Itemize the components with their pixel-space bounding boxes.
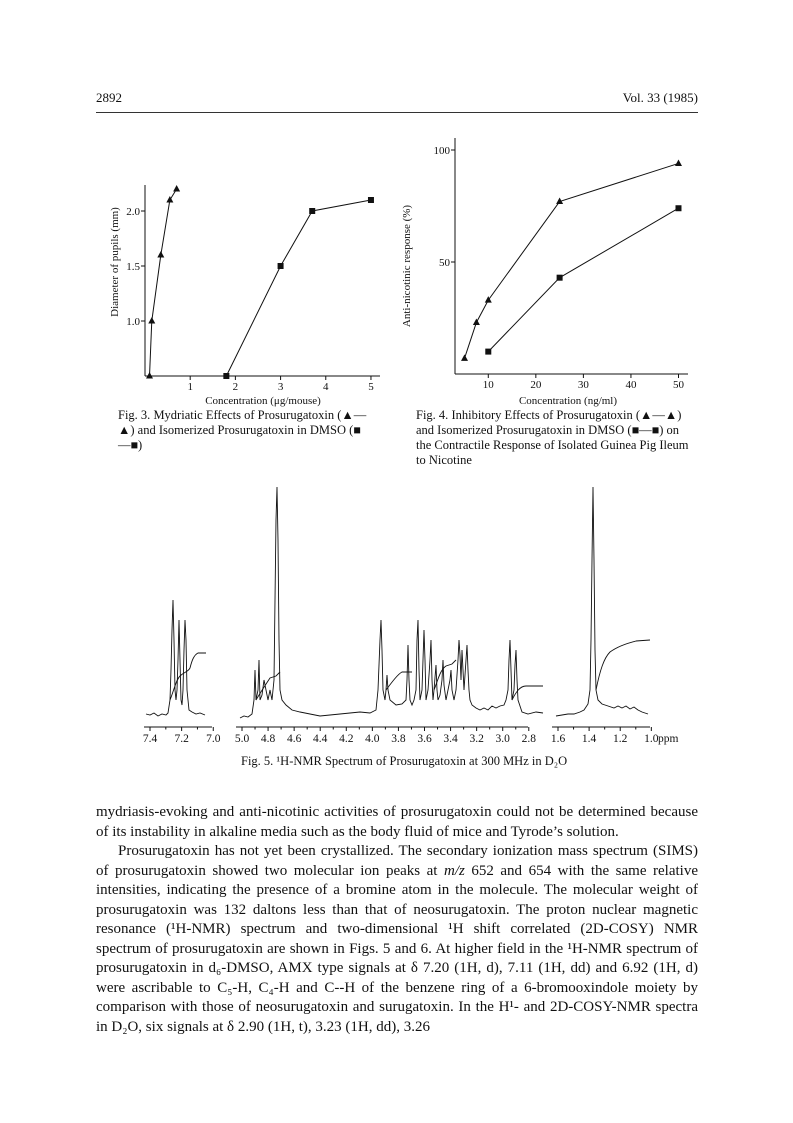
nmr-trace-midfield	[240, 487, 543, 718]
nmr-axis-label: 1.4	[581, 733, 597, 745]
fig4-y-tick-label: 50	[439, 257, 450, 269]
nmr-axis-label: 7.2	[174, 733, 189, 745]
fig3-x-tick-label: 2	[232, 381, 239, 393]
fig3-x-tick-label: 5	[368, 381, 374, 393]
nmr-axis-label: 5.0	[234, 733, 250, 745]
fig4-x-tick-label: 40	[625, 379, 637, 391]
nmr-axis-unit: ppm	[658, 733, 679, 745]
fig4-caption-text: Inhibitory Effects of Prosurugatoxin (▲—▲) and Isomerized Prosurugatoxin in DMSO (■—■) on the Contractile Response of Isolated Guinea Pig Ileum to Nicotine	[416, 408, 689, 467]
nmr-axis-label: 4.8	[260, 733, 276, 745]
fig3-y-tick-label: 1.0	[126, 316, 140, 328]
nmr-axis-label: 4.6	[286, 733, 302, 745]
fig3-y-tick-label: 1.5	[126, 261, 140, 273]
fig4-x-tick-label: 50	[672, 379, 684, 391]
nmr-axis-label: 7.0	[206, 733, 221, 745]
fig3-x-tick-label: 1	[187, 381, 193, 393]
nmr-trace-aromatic	[146, 600, 206, 716]
fig4-y-tick-label: 100	[433, 145, 450, 157]
nmr-axis-label: 3.0	[495, 733, 510, 745]
nmr-axis-label: 7.4	[142, 733, 158, 745]
body-text	[96, 803, 698, 1037]
nmr-axis-label: 1.6	[550, 733, 566, 745]
fig3-x-tick-label: 4	[323, 381, 329, 393]
fig3-ylabel: Diameter of pupils (mm)	[109, 207, 121, 317]
nmr-axis-label: 3.4	[443, 733, 458, 745]
mz-symbol: m/z	[444, 862, 465, 879]
page-number: 2892	[96, 90, 122, 105]
fig4-ylabel: Anti-nicotinic response (%)	[401, 204, 413, 328]
nmr-axis-label: 3.2	[469, 733, 484, 745]
journal-volume: Vol. 33 (1985)	[622, 90, 698, 105]
fig3-caption-label: Fig. 3.	[118, 408, 151, 422]
nmr-axis-label: 2.8	[521, 733, 536, 745]
fig4-x-tick-label: 20	[530, 379, 542, 391]
paragraph-2	[96, 842, 698, 1037]
nmr-axis-label: 3.6	[417, 733, 432, 745]
paragraph-1: mydriasis-evoking and anti-nicotinic activities of prosurugatoxin could not be determined because of its instability in alkaline media such as the body fluid of mice and Tyrode’s solution.	[96, 804, 698, 840]
fig3-x-tick-label: 3	[277, 381, 284, 393]
nmr-axis-label: 4.2	[339, 733, 354, 745]
nmr-axis-label: 4.0	[365, 733, 380, 745]
fig4-x-tick-label: 30	[577, 379, 589, 391]
fig3-xlabel: Concentration (μg/mouse)	[205, 395, 321, 407]
nmr-axis-label: 1.2	[613, 733, 628, 745]
fig5-caption: Fig. 5. ¹H-NMR Spectrum of Prosurugatoxin at 300 MHz in D₂O	[241, 754, 568, 768]
nmr-trace-highfield	[556, 487, 650, 716]
fig4-caption-label: Fig. 4.	[416, 408, 449, 422]
fig4-x-tick-label: 10	[482, 379, 494, 391]
paragraph-2-part-a: Prosurugatoxin has not yet been crystallized. The secondary ionization mass spectrum (SIMS) of prosurugatoxin showed two molecular ion peaks at	[96, 843, 698, 879]
fig3-y-tick-label: 2.0	[126, 206, 140, 218]
nmr-axis-label: 4.4	[313, 733, 328, 745]
fig4-xlabel: Concentration (ng/ml)	[518, 395, 618, 407]
nmr-axis	[143, 727, 679, 745]
paragraph-2-part-b: 652 and 654 with the same relative intensities, indicating the presence of a bromine atom in the molecule. The molecular weight of prosurugatoxin was 132 daltons less than that of neosurugatoxin. The proton nuclear magnetic resonance (¹H-NMR) spectrum and two-dimensional ¹H shift correlated (2D-COSY) NMR spectrum of prosurugatoxin are shown in Figs. 5 and 6. At higher field in the ¹H-NMR spectrum of prosurugatoxin in d₆-DMSO, AMX type signals at δ 7.20 (1H, d), 7.11 (1H, dd) and 6.92 (1H, d) were ascribable to C₅-H, C₄-H and C-‑H of the benzene ring of a 6-bromooxindole moiety by comparison with those of neosurugatoxin and surugatoxin. In the H¹- and 2D-COSY-NMR spectra in D₂O, six signals at δ 2.90 (1H, t), 3.23 (1H, dd), 3.26	[96, 862, 698, 1035]
fig3-caption-text: Mydriatic Effects of Prosurugatoxin (▲—▲) and Isomerized Prosurugatoxin in DMSO (■—■)	[118, 408, 367, 452]
nmr-axis-label: 3.8	[391, 733, 406, 745]
nmr-axis-label: 1.0	[644, 733, 659, 745]
